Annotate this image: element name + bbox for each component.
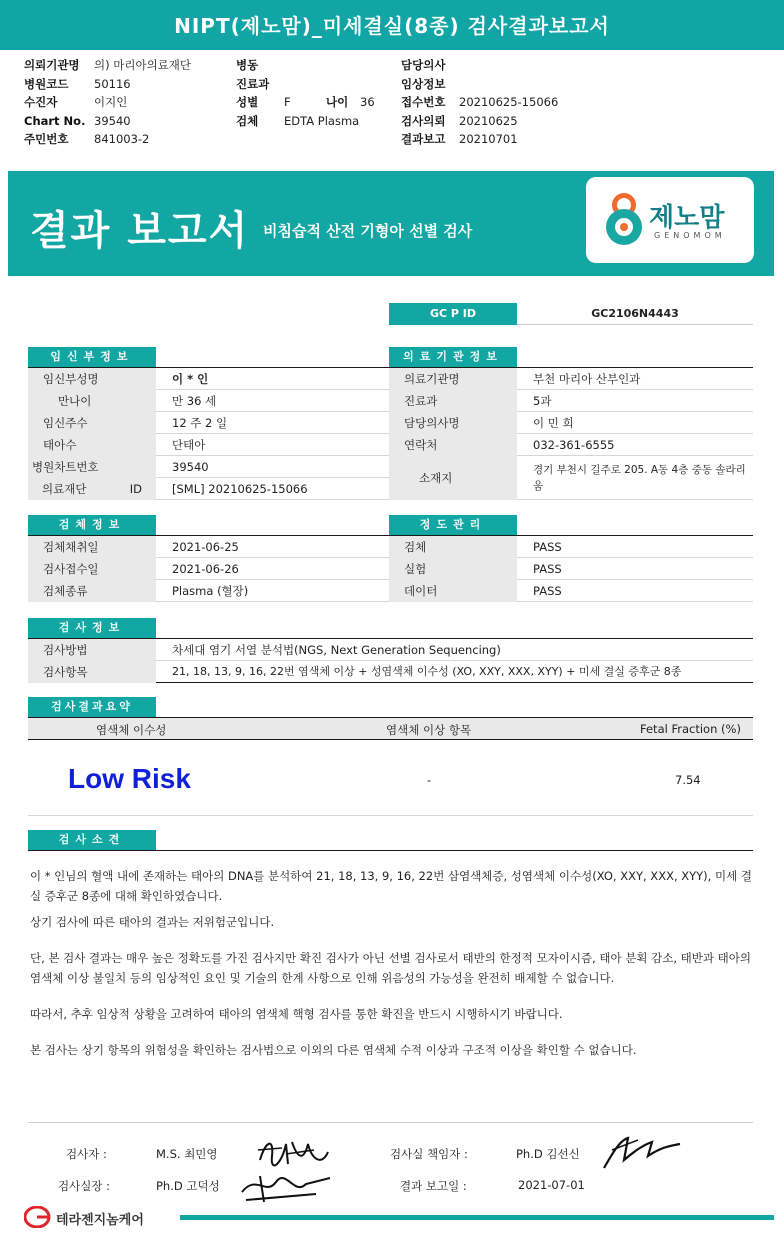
- hdr-key: 결과보고: [401, 132, 446, 146]
- table-row: [28, 478, 390, 500]
- age-label: 나이: [326, 95, 349, 109]
- hdr-val: 20210701: [459, 132, 518, 146]
- col-header-fetal-fraction: Fetal Fraction (%): [640, 722, 741, 736]
- resp-signature-icon: [598, 1130, 684, 1174]
- hdr-val: 20210625: [459, 113, 518, 128]
- table-row: [389, 412, 753, 434]
- banner-subtitle: 비침습적 산전 기형아 선별 검사: [263, 222, 473, 240]
- row-label: 연락처: [389, 434, 517, 456]
- col-header-aneuploidy: 염색체 이수성: [96, 723, 167, 737]
- table-row: [389, 536, 753, 558]
- hdr-val: 39540: [94, 113, 131, 128]
- row-value: 차세대 염기 서열 분석법(NGS, Next Generation Sequencing): [172, 643, 501, 657]
- hdr-key: 의뢰기관명: [24, 58, 80, 72]
- row-label: 데이터: [389, 580, 517, 602]
- row-label: 검사방법: [28, 639, 156, 661]
- hdr-key: 진료과: [236, 76, 270, 91]
- hdr-val: 20210625-15066: [459, 95, 559, 109]
- genomom-logo: [586, 177, 754, 263]
- row-label: 진료과: [389, 390, 517, 412]
- row-label: 만나이: [28, 390, 156, 412]
- row-value: 2021-06-25: [172, 540, 239, 554]
- table-row: [389, 580, 753, 602]
- head-name: Ph.D 고덕성: [156, 1179, 220, 1193]
- table-row: [28, 558, 390, 580]
- row-label: 의료재단 ID: [28, 478, 156, 500]
- genomom-logo-icon: [594, 187, 654, 257]
- report-date: 2021-07-01: [518, 1178, 585, 1192]
- row-value: 2021-06-26: [172, 562, 239, 576]
- report-banner: [8, 171, 774, 276]
- row-label: 검사항목: [28, 661, 156, 683]
- table-row: [28, 661, 753, 683]
- qc-table: [389, 536, 753, 602]
- row-value: Plasma (혈장): [172, 584, 249, 598]
- row-value: 이 * 인: [172, 372, 209, 386]
- table-row: [28, 390, 390, 412]
- row-label: 병원차트번호: [28, 456, 156, 478]
- hdr-val: 이지인: [94, 95, 128, 109]
- hdr-key: 접수번호: [401, 95, 446, 109]
- company-logo-icon: [24, 1206, 52, 1228]
- row-value: PASS: [533, 562, 562, 576]
- table-row: [389, 558, 753, 580]
- result-fetal-fraction: 7.54: [675, 773, 701, 787]
- header-col-1: [24, 56, 234, 149]
- head-label: 검사실장 :: [58, 1179, 110, 1193]
- head-signature-icon: [236, 1166, 336, 1208]
- hdr-key: Chart No.: [24, 113, 86, 128]
- summary-header: [28, 718, 753, 740]
- hdr-val: 841003-2: [94, 132, 150, 146]
- row-value: 39540: [172, 460, 209, 474]
- table-row: [28, 368, 390, 390]
- report-label: 결과 보고일 :: [400, 1179, 467, 1193]
- table-row: [28, 434, 390, 456]
- row-value: 이 민 희: [533, 416, 574, 430]
- banner-title: 결과 보고서: [30, 208, 250, 254]
- row-label: 검체: [389, 536, 517, 558]
- divider: [28, 1122, 753, 1123]
- section-qc: 정도관리: [389, 515, 517, 535]
- footer-bar: [180, 1215, 774, 1220]
- hdr-key: 담당의사: [401, 58, 446, 72]
- row-value: PASS: [533, 540, 562, 554]
- header-col-2: [236, 56, 386, 130]
- row-label: 담당의사명: [389, 412, 517, 434]
- row-label: 검사접수일: [28, 558, 156, 580]
- logo-english: GENOMOM: [654, 231, 726, 240]
- header-col-3: [401, 56, 601, 149]
- result-abnormal: -: [427, 773, 432, 787]
- gcpid-value: GC2106N4443: [517, 303, 753, 325]
- specimen-table: [28, 536, 390, 602]
- section-institution: 의료기관정보: [389, 347, 517, 367]
- table-row: [28, 412, 390, 434]
- hdr-key: 임상정보: [401, 76, 446, 91]
- row-label: 소재지: [389, 456, 517, 500]
- hdr-val: 의) 마리아의료재단: [94, 58, 192, 72]
- row-value: 5과: [533, 394, 552, 408]
- row-label: 검체채취일: [28, 536, 156, 558]
- finding-paragraph: 단, 본 검사 결과는 매우 높은 정확도를 가진 검사지만 확진 검사가 아닌 선별 검사로서 태반의 한정적 모자이시즘, 태아 분획 감소, 태반과 태아의 염색체 이상 불일치 등의 임상적인 요인 및 기술의 한계 사항으로 인해 위음성의 가능성을 완전히 배제할 수 없습니다.: [30, 951, 751, 985]
- result-low-risk: Low Risk: [68, 763, 191, 794]
- resp-label: 검사실 책임자 :: [390, 1147, 468, 1161]
- tester-name: M.S. 최민영: [156, 1147, 218, 1161]
- hdr-key: 검체: [236, 113, 259, 128]
- hdr-val: EDTA Plasma: [284, 113, 360, 128]
- finding-paragraph: 상기 검사에 따른 태아의 결과는 저위험군입니다.: [30, 915, 275, 929]
- hdr-key: 병동: [236, 58, 259, 72]
- company-name: 테라젠지놈케어: [56, 1213, 144, 1228]
- section-pregnant: 임신부정보: [28, 347, 156, 367]
- row-label: 실험: [389, 558, 517, 580]
- report-title: NIPT(제노맘)_미세결실(8종) 검사결과보고서: [174, 14, 610, 38]
- row-value: 12 주 2 일: [172, 416, 228, 430]
- table-row: [28, 580, 390, 602]
- divider: [28, 815, 753, 816]
- gcpid-label: GC P ID: [389, 303, 517, 325]
- hdr-val: 50116: [94, 76, 131, 91]
- finding-paragraph: 본 검사는 상기 항목의 위험성을 확인하는 검사법으로 이외의 다른 염색체 수적 이상과 구조적 이상을 확인할 수 없습니다.: [30, 1043, 637, 1057]
- row-value: 경기 부천시 길주로 205. A동 4층 중동 솔라리움: [533, 464, 746, 492]
- hdr-key: 병원코드: [24, 76, 69, 91]
- table-row: [28, 456, 390, 478]
- row-value: 만 36 세: [172, 394, 217, 408]
- table-row: [28, 536, 390, 558]
- hdr-key: 검사의뢰: [401, 113, 446, 128]
- section-summary: 검사결과요약: [28, 697, 156, 717]
- finding-paragraph: 이 * 인님의 혈액 내에 존재하는 태아의 DNA를 분석하여 21, 18, 13, 9, 16, 22번 삼염색체증, 성염색체 이수성(XO, XXY, XXX, XYY), 미세 결실 증후군 8종에 대해 확인하였습니다.: [30, 869, 752, 903]
- row-value: 단태아: [172, 438, 206, 452]
- section-findings: 검사소견: [28, 830, 156, 850]
- hdr-key: 수진자: [24, 95, 58, 109]
- test-table: [28, 639, 753, 683]
- gcpid-row: [389, 303, 753, 325]
- finding-paragraph: 따라서, 추후 임상적 상황을 고려하여 태아의 염색체 핵형 검사를 통한 확진을 반드시 시행하시기 바랍니다.: [30, 1007, 563, 1021]
- table-row: [389, 390, 753, 412]
- table-row: [389, 368, 753, 390]
- divider: [28, 850, 753, 851]
- row-label: 임신부성명: [28, 368, 156, 390]
- table-row: [28, 639, 753, 661]
- hdr-key: 주민번호: [24, 132, 69, 146]
- tester-label: 검사자 :: [66, 1147, 107, 1161]
- section-specimen: 검체정보: [28, 515, 156, 535]
- resp-name: Ph.D 김선신: [516, 1147, 580, 1161]
- row-label: 임신주수: [28, 412, 156, 434]
- row-value: 032-361-6555: [533, 438, 615, 452]
- table-row: [389, 434, 753, 456]
- row-label: 의료기관명: [389, 368, 517, 390]
- row-value: 부천 마리아 산부인과: [533, 372, 641, 386]
- section-test: 검사정보: [28, 618, 156, 638]
- row-label: 태아수: [28, 434, 156, 456]
- col-header-abnormal: 염색체 이상 항목: [386, 723, 472, 737]
- institution-table: [389, 368, 753, 500]
- pregnant-table: [28, 368, 390, 500]
- hdr-val: F: [284, 95, 291, 109]
- row-value: 21, 18, 13, 9, 16, 22번 염색체 이상 + 성염색체 이수성 (XO, XXY, XXX, XYY) + 미세 결실 증후군 8종: [172, 665, 682, 678]
- row-value: [SML] 20210625-15066: [172, 482, 308, 496]
- hdr-key: 성별: [236, 95, 259, 109]
- title-bar: [0, 0, 784, 50]
- row-value: PASS: [533, 584, 562, 598]
- logo-korean: 제노맘: [649, 203, 725, 233]
- table-row: [389, 456, 753, 500]
- row-label: 검체종류: [28, 580, 156, 602]
- age-value: 36: [360, 95, 375, 109]
